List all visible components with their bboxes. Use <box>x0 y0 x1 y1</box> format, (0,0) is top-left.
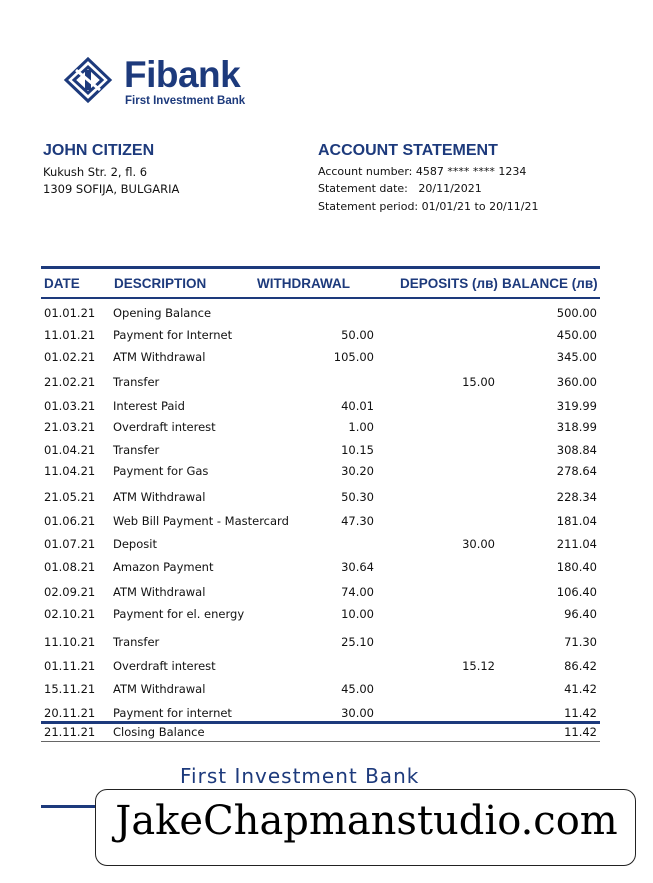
table-row <box>0 306 653 322</box>
row-date: 02.10.21 <box>44 607 96 621</box>
table-row <box>0 682 653 698</box>
row-date: 01.02.21 <box>44 350 96 364</box>
watermark-banner <box>95 789 636 866</box>
footer-bank-name: First Investment Bank <box>180 764 420 788</box>
row-withdrawal: 105.00 <box>333 350 374 364</box>
row-description: Transfer <box>113 635 160 649</box>
table-row <box>0 350 653 366</box>
row-balance: 345.00 <box>556 350 597 364</box>
row-balance: 106.40 <box>556 585 597 599</box>
header-description: DESCRIPTION <box>114 276 207 291</box>
closing-balance-row <box>0 725 653 741</box>
row-balance: 86.42 <box>564 659 597 673</box>
row-description: Payment for Gas <box>113 464 209 478</box>
watermark-text: JakeChapmanstudio.com <box>115 798 618 844</box>
account-number: Account number: 4587 **** **** 1234 <box>318 165 527 178</box>
row-withdrawal: 50.30 <box>341 490 374 504</box>
footer-rule <box>41 805 101 808</box>
table-row <box>0 514 653 530</box>
row-deposit: 30.00 <box>462 537 495 551</box>
row-balance: 71.30 <box>564 635 597 649</box>
table-closing-rule <box>41 721 600 724</box>
table-row <box>0 659 653 675</box>
row-date: 20.11.21 <box>44 706 96 720</box>
row-balance: 278.64 <box>556 464 597 478</box>
row-withdrawal: 40.01 <box>341 399 374 413</box>
row-date: 01.01.21 <box>44 306 96 320</box>
row-balance: 360.00 <box>556 375 597 389</box>
row-date: 11.10.21 <box>44 635 96 649</box>
row-description: Payment for internet <box>113 706 232 720</box>
row-balance: 41.42 <box>564 682 597 696</box>
row-date: 15.11.21 <box>44 682 96 696</box>
statement-title: ACCOUNT STATEMENT <box>318 142 498 159</box>
row-withdrawal: 1.00 <box>348 420 374 434</box>
row-description: Overdraft interest <box>113 420 216 434</box>
row-withdrawal: 30.64 <box>341 560 374 574</box>
row-date: 11.04.21 <box>44 464 96 478</box>
header-date: DATE <box>44 276 80 291</box>
row-date: 11.01.21 <box>44 328 96 342</box>
row-withdrawal: 30.20 <box>341 464 374 478</box>
closing-balance: 11.42 <box>564 725 597 739</box>
row-description: ATM Withdrawal <box>113 682 206 696</box>
row-description: Transfer <box>113 375 160 389</box>
row-withdrawal: 10.15 <box>341 443 374 457</box>
table-row <box>0 328 653 344</box>
table-row <box>0 420 653 436</box>
row-withdrawal: 45.00 <box>341 682 374 696</box>
row-date: 01.07.21 <box>44 537 96 551</box>
bank-subtitle: First Investment Bank <box>125 95 246 107</box>
row-balance: 11.42 <box>564 706 597 720</box>
row-deposit: 15.00 <box>462 375 495 389</box>
row-withdrawal: 25.10 <box>341 635 374 649</box>
row-balance: 181.04 <box>556 514 597 528</box>
closing-description: Closing Balance <box>113 725 205 739</box>
row-withdrawal: 47.30 <box>341 514 374 528</box>
row-withdrawal: 74.00 <box>341 585 374 599</box>
row-description: Web Bill Payment - Mastercard <box>113 514 289 528</box>
row-balance: 450.00 <box>556 328 597 342</box>
fibank-diamond-logo-icon <box>62 56 114 104</box>
header-balance: BALANCE (лв) <box>502 276 598 291</box>
table-bottom-rule <box>41 741 600 742</box>
statement-date: Statement date: 20/11/2021 <box>318 182 482 195</box>
row-date: 21.02.21 <box>44 375 96 389</box>
table-row <box>0 490 653 506</box>
table-row <box>0 443 653 459</box>
row-date: 21.03.21 <box>44 420 96 434</box>
bank-brand-name: Fibank <box>124 54 241 95</box>
row-balance: 319.99 <box>556 399 597 413</box>
header-withdrawal: WITHDRAWAL <box>257 276 350 291</box>
row-balance: 228.34 <box>556 490 597 504</box>
row-balance: 500.00 <box>556 306 597 320</box>
row-date: 02.09.21 <box>44 585 96 599</box>
row-description: Payment for Internet <box>113 328 233 342</box>
row-withdrawal: 30.00 <box>341 706 374 720</box>
table-row <box>0 635 653 651</box>
table-top-rule <box>41 266 600 269</box>
row-description: Opening Balance <box>113 306 212 320</box>
row-date: 01.03.21 <box>44 399 96 413</box>
row-date: 21.05.21 <box>44 490 96 504</box>
statement-period: Statement period: 01/01/21 to 20/11/21 <box>318 200 539 213</box>
closing-date: 21.11.21 <box>44 725 96 739</box>
table-row <box>0 399 653 415</box>
row-description: ATM Withdrawal <box>113 490 206 504</box>
table-row <box>0 607 653 623</box>
row-description: Transfer <box>113 443 160 457</box>
table-row <box>0 537 653 553</box>
customer-address-line2: 1309 SOFIJA, BULGARIA <box>43 182 180 196</box>
table-row <box>0 560 653 576</box>
row-date: 01.11.21 <box>44 659 96 673</box>
row-date: 01.08.21 <box>44 560 96 574</box>
table-row <box>0 585 653 601</box>
row-deposit: 15.12 <box>462 659 495 673</box>
row-withdrawal: 10.00 <box>341 607 374 621</box>
row-balance: 180.40 <box>556 560 597 574</box>
table-row <box>0 464 653 480</box>
row-description: ATM Withdrawal <box>113 585 206 599</box>
row-balance: 96.40 <box>564 607 597 621</box>
row-balance: 318.99 <box>556 420 597 434</box>
row-description: Amazon Payment <box>113 560 214 574</box>
table-row <box>0 375 653 391</box>
row-balance: 211.04 <box>556 537 597 551</box>
row-balance: 308.84 <box>556 443 597 457</box>
row-date: 01.04.21 <box>44 443 96 457</box>
row-withdrawal: 50.00 <box>341 328 374 342</box>
row-description: Deposit <box>113 537 157 551</box>
row-description: Overdraft interest <box>113 659 216 673</box>
table-row <box>0 706 653 722</box>
header-deposits: DEPOSITS (лв) <box>400 276 498 291</box>
customer-name: JOHN CITIZEN <box>43 142 155 159</box>
table-header-rule <box>41 297 600 299</box>
row-description: ATM Withdrawal <box>113 350 206 364</box>
row-date: 01.06.21 <box>44 514 96 528</box>
bank-logo <box>62 56 282 112</box>
customer-address-line1: Kukush Str. 2, fl. 6 <box>43 165 148 179</box>
row-description: Interest Paid <box>113 399 185 413</box>
row-description: Payment for el. energy <box>113 607 245 621</box>
